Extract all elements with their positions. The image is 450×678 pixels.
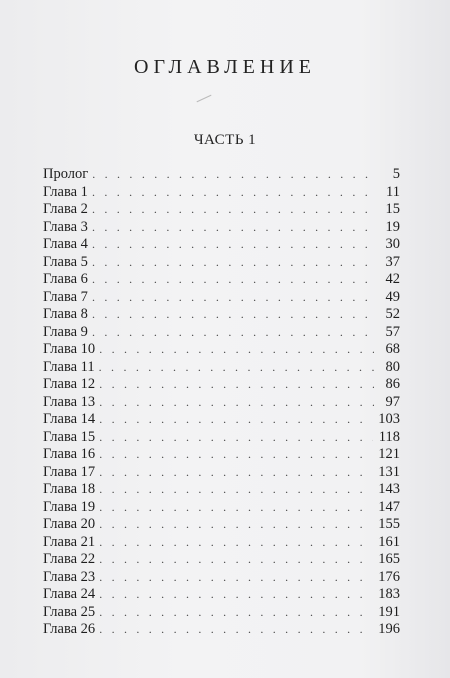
pencil-mark bbox=[197, 95, 212, 103]
dot-leader bbox=[99, 621, 372, 639]
dot-leader bbox=[99, 516, 372, 534]
dot-leader bbox=[99, 429, 373, 447]
toc-entry-label: Глава 20 bbox=[43, 516, 96, 532]
toc-entry-page: 147 bbox=[378, 498, 400, 515]
dot-leader bbox=[92, 166, 374, 184]
toc-entry-label: Глава 6 bbox=[43, 271, 88, 287]
page-title: ОГЛАВЛЕНИЕ bbox=[134, 56, 316, 78]
toc-entry-label: Глава 22 bbox=[43, 551, 96, 567]
toc-entry bbox=[43, 481, 400, 499]
toc-entry-page: 11 bbox=[386, 183, 400, 200]
toc-entry bbox=[43, 551, 400, 569]
toc-entry-label: Глава 10 bbox=[43, 341, 96, 357]
toc-entry-label: Глава 2 bbox=[43, 201, 88, 217]
toc-entry bbox=[43, 236, 400, 254]
toc-entry-page: 103 bbox=[378, 411, 400, 427]
toc-entry-page: 143 bbox=[378, 481, 400, 497]
dot-leader bbox=[99, 499, 372, 517]
toc-entry-label: Глава 23 bbox=[43, 568, 96, 585]
dot-leader bbox=[92, 201, 374, 219]
toc-entry-label: Глава 18 bbox=[43, 481, 96, 497]
toc-entry-page: 131 bbox=[378, 463, 400, 480]
dot-leader bbox=[92, 271, 374, 289]
toc-entry bbox=[43, 621, 400, 639]
toc-entry-label: Глава 15 bbox=[43, 428, 96, 445]
part-heading: ЧАСТЬ 1 bbox=[193, 132, 257, 148]
toc-entry-label: Глава 14 bbox=[43, 411, 96, 427]
toc-entry-label: Пролог bbox=[43, 166, 89, 182]
dot-leader bbox=[99, 376, 374, 394]
dot-leader bbox=[99, 411, 372, 429]
toc-entry bbox=[43, 446, 400, 464]
toc-entry-page: 191 bbox=[378, 603, 400, 620]
toc-entry bbox=[43, 569, 400, 587]
toc-entry bbox=[43, 341, 400, 359]
dot-leader bbox=[92, 306, 374, 324]
toc-entry-label: Глава 4 bbox=[43, 236, 88, 252]
toc-entry-page: 30 bbox=[385, 236, 400, 252]
toc-entry-page: 49 bbox=[385, 288, 400, 305]
toc-entry-page: 5 bbox=[392, 166, 400, 182]
dot-leader bbox=[99, 551, 372, 569]
toc-entry bbox=[43, 464, 400, 482]
dot-leader bbox=[92, 236, 374, 254]
toc-entry-page: 42 bbox=[385, 271, 400, 287]
dot-leader bbox=[99, 464, 372, 482]
toc-entry-label: Глава 26 bbox=[43, 621, 96, 637]
toc-entry-page: 97 bbox=[385, 393, 400, 410]
table-of-contents bbox=[43, 166, 400, 639]
toc-entry-label: Глава 12 bbox=[43, 376, 96, 392]
toc-entry bbox=[43, 586, 400, 604]
toc-entry bbox=[43, 499, 400, 517]
toc-entry bbox=[43, 201, 400, 219]
dot-leader bbox=[99, 359, 374, 377]
dot-leader bbox=[99, 586, 372, 604]
toc-entry-page: 118 bbox=[378, 428, 400, 445]
toc-entry bbox=[43, 394, 400, 412]
toc-entry-page: 196 bbox=[378, 621, 400, 637]
toc-entry-label: Глава 7 bbox=[43, 288, 88, 305]
toc-entry bbox=[43, 604, 400, 622]
toc-entry bbox=[43, 166, 400, 184]
toc-entry-page: 80 bbox=[385, 358, 400, 375]
dot-leader bbox=[99, 534, 372, 552]
toc-entry-page: 57 bbox=[385, 323, 400, 340]
toc-entry-label: Глава 8 bbox=[43, 306, 88, 322]
toc-entry-label: Глава 17 bbox=[43, 463, 96, 480]
toc-entry-page: 15 bbox=[385, 201, 400, 217]
toc-entry bbox=[43, 411, 400, 429]
toc-entry bbox=[43, 359, 400, 377]
toc-entry bbox=[43, 376, 400, 394]
toc-entry-page: 121 bbox=[378, 446, 400, 462]
toc-entry-page: 68 bbox=[385, 341, 400, 357]
toc-entry-label: Глава 11 bbox=[43, 358, 95, 375]
toc-entry-page: 37 bbox=[385, 253, 400, 270]
dot-leader bbox=[92, 324, 374, 342]
toc-entry-label: Глава 1 bbox=[43, 183, 88, 200]
toc-entry bbox=[43, 184, 400, 202]
toc-entry bbox=[43, 254, 400, 272]
toc-entry-page: 176 bbox=[378, 568, 400, 585]
dot-leader bbox=[99, 341, 374, 359]
toc-entry bbox=[43, 534, 400, 552]
toc-entry bbox=[43, 219, 400, 237]
dot-leader bbox=[92, 219, 374, 237]
dot-leader bbox=[92, 184, 374, 202]
dot-leader bbox=[92, 289, 374, 307]
toc-entry-label: Глава 9 bbox=[43, 323, 88, 340]
toc-entry-label: Глава 3 bbox=[43, 218, 88, 235]
dot-leader bbox=[99, 604, 372, 622]
dot-leader bbox=[99, 569, 372, 587]
toc-entry-label: Глава 19 bbox=[43, 498, 96, 515]
toc-entry-label: Глава 5 bbox=[43, 253, 88, 270]
toc-entry bbox=[43, 429, 400, 447]
toc-entry bbox=[43, 306, 400, 324]
toc-entry bbox=[43, 324, 400, 342]
toc-entry-page: 161 bbox=[378, 533, 400, 550]
toc-entry-page: 183 bbox=[378, 586, 400, 602]
toc-entry-label: Глава 13 bbox=[43, 393, 96, 410]
toc-entry-label: Глава 21 bbox=[43, 533, 96, 550]
toc-entry-page: 19 bbox=[385, 218, 400, 235]
toc-entry-label: Глава 25 bbox=[43, 603, 96, 620]
dot-leader bbox=[92, 254, 374, 272]
toc-entry bbox=[43, 289, 400, 307]
toc-entry-label: Глава 24 bbox=[43, 586, 96, 602]
toc-entry-page: 155 bbox=[378, 516, 400, 532]
dot-leader bbox=[99, 446, 372, 464]
toc-entry bbox=[43, 271, 400, 289]
toc-entry-label: Глава 16 bbox=[43, 446, 96, 462]
toc-entry-page: 165 bbox=[378, 551, 400, 567]
dot-leader bbox=[99, 481, 372, 499]
toc-entry-page: 86 bbox=[385, 376, 400, 392]
toc-entry bbox=[43, 516, 400, 534]
toc-entry-page: 52 bbox=[385, 306, 400, 322]
dot-leader bbox=[99, 394, 374, 412]
